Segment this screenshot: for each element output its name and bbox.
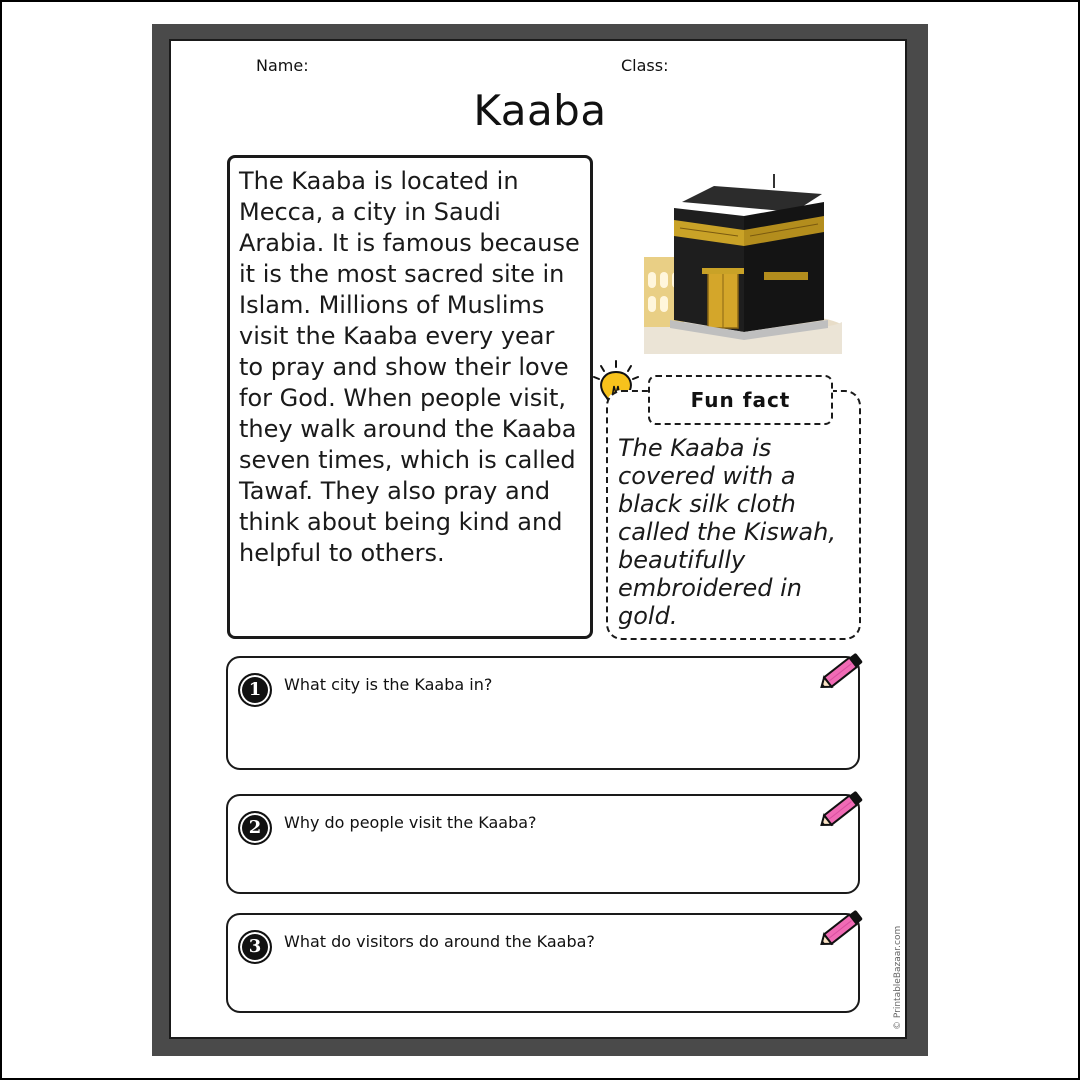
fun-fact-text: The Kaaba is covered with a black silk cloth called the Kiswah, beautifully embroidered in gold. [618,434,836,630]
question-1-text: What city is the Kaaba in? [284,675,493,694]
question-2-answer-box[interactable] [226,794,860,894]
pencil-icon [816,648,868,694]
reading-passage-box [227,155,593,639]
page-title: Kaaba [473,86,607,135]
question-1-answer-box[interactable] [226,656,860,770]
question-2-text: Why do people visit the Kaaba? [284,813,537,832]
pencil-icon [816,786,868,832]
question-3-text: What do visitors do around the Kaaba? [284,932,595,951]
fun-fact-title: Fun fact [648,375,833,425]
reading-passage-text: The Kaaba is located in Mecca, a city in Saudi Arabia. It is famous because it is the most sacred site in Islam. Millions of Muslims visit the Kaaba every year to pray and show their love for God. When people visit, they walk around the Kaaba seven times, which is called Tawaf. They also pray and think about being kind and helpful to others. [239,167,580,567]
copyright-text: © PrintableBazaar.com [893,925,903,1030]
kaaba-image [644,172,842,354]
question-1-number: 1 [238,673,272,707]
class-label: Class: [621,56,669,75]
question-3-number: 3 [238,930,272,964]
question-3-answer-box[interactable] [226,913,860,1013]
pencil-icon [816,905,868,951]
name-label: Name: [256,56,309,75]
question-2-number: 2 [238,811,272,845]
